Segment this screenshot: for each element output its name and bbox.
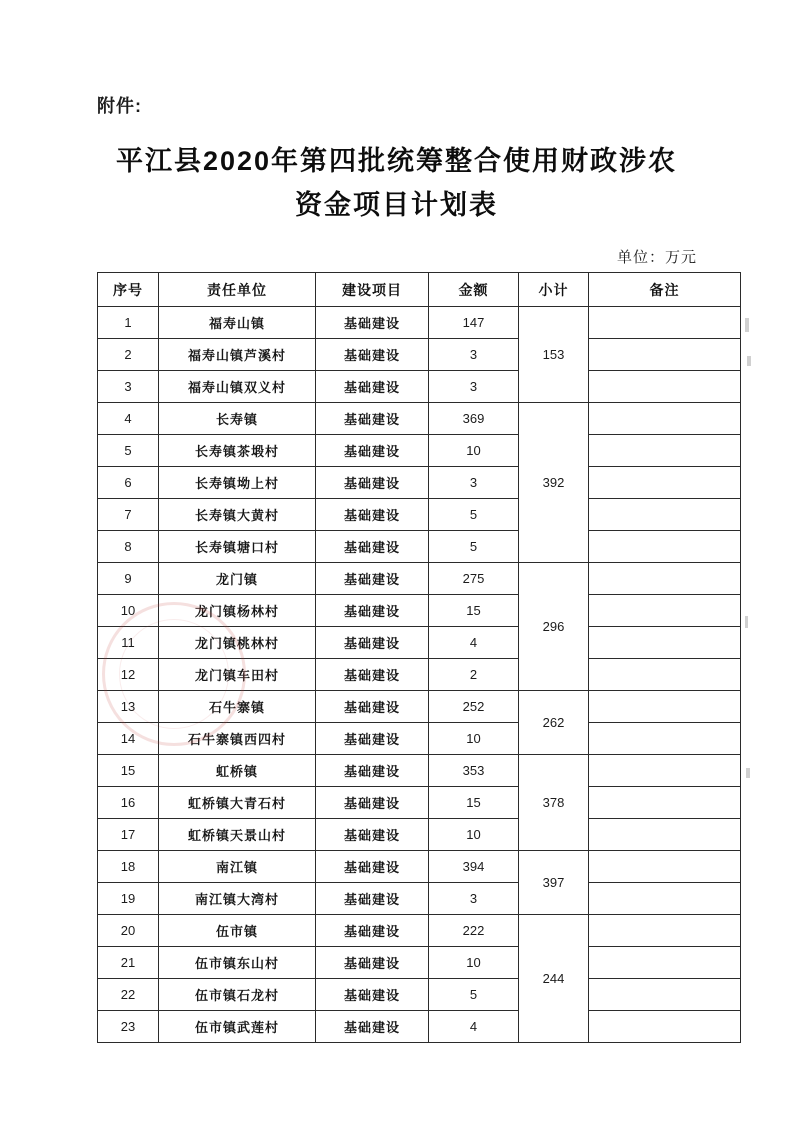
cell-unit: 长寿镇 <box>159 403 316 435</box>
cell-unit: 南江镇 <box>159 851 316 883</box>
cell-amount: 3 <box>429 339 519 371</box>
header-row <box>98 273 741 307</box>
cell-remark <box>589 691 741 723</box>
cell-remark <box>589 659 741 691</box>
cell-project: 基础建设 <box>316 563 429 595</box>
cell-project: 基础建设 <box>316 307 429 339</box>
cell-unit: 龙门镇车田村 <box>159 659 316 691</box>
cell-unit: 虹桥镇 <box>159 755 316 787</box>
cell-no: 17 <box>98 819 159 851</box>
cell-unit: 南江镇大湾村 <box>159 883 316 915</box>
header-unit: 责任单位 <box>159 273 316 307</box>
table-row <box>98 723 741 755</box>
cell-amount: 252 <box>429 691 519 723</box>
cell-no: 9 <box>98 563 159 595</box>
table-row <box>98 691 741 723</box>
cell-project: 基础建设 <box>316 851 429 883</box>
cell-amount: 15 <box>429 595 519 627</box>
table-row <box>98 947 741 979</box>
cell-project: 基础建设 <box>316 691 429 723</box>
table-row <box>98 435 741 467</box>
scan-artifact <box>746 768 750 778</box>
cell-subtotal: 378 <box>519 755 589 851</box>
cell-remark <box>589 307 741 339</box>
cell-remark <box>589 499 741 531</box>
cell-unit: 长寿镇塘口村 <box>159 531 316 563</box>
cell-no: 18 <box>98 851 159 883</box>
cell-subtotal: 244 <box>519 915 589 1043</box>
cell-amount: 3 <box>429 467 519 499</box>
cell-no: 1 <box>98 307 159 339</box>
table-row <box>98 307 741 339</box>
cell-amount: 369 <box>429 403 519 435</box>
table-row <box>98 371 741 403</box>
cell-subtotal: 153 <box>519 307 589 403</box>
cell-amount: 2 <box>429 659 519 691</box>
cell-project: 基础建设 <box>316 723 429 755</box>
document-title <box>60 140 733 227</box>
table-row <box>98 755 741 787</box>
cell-unit: 伍市镇东山村 <box>159 947 316 979</box>
document-title-line2: 资金项目计划表 <box>295 189 498 220</box>
table-row <box>98 403 741 435</box>
cell-amount: 147 <box>429 307 519 339</box>
cell-unit: 长寿镇坳上村 <box>159 467 316 499</box>
cell-unit: 龙门镇杨林村 <box>159 595 316 627</box>
cell-no: 7 <box>98 499 159 531</box>
cell-remark <box>589 723 741 755</box>
cell-no: 19 <box>98 883 159 915</box>
cell-unit: 虹桥镇大青石村 <box>159 787 316 819</box>
cell-no: 6 <box>98 467 159 499</box>
cell-project: 基础建设 <box>316 467 429 499</box>
cell-no: 10 <box>98 595 159 627</box>
cell-amount: 353 <box>429 755 519 787</box>
cell-no: 12 <box>98 659 159 691</box>
table-row <box>98 531 741 563</box>
attachment-label: 附件: <box>97 96 142 116</box>
scan-artifact <box>747 356 751 366</box>
table-row <box>98 915 741 947</box>
cell-project: 基础建设 <box>316 787 429 819</box>
cell-remark <box>589 627 741 659</box>
cell-remark <box>589 947 741 979</box>
cell-project: 基础建设 <box>316 371 429 403</box>
cell-unit: 虹桥镇天景山村 <box>159 819 316 851</box>
cell-no: 5 <box>98 435 159 467</box>
cell-project: 基础建设 <box>316 595 429 627</box>
cell-amount: 10 <box>429 435 519 467</box>
cell-project: 基础建设 <box>316 627 429 659</box>
table-row <box>98 819 741 851</box>
cell-amount: 10 <box>429 723 519 755</box>
table-body <box>98 307 741 1043</box>
cell-unit: 伍市镇武莲村 <box>159 1011 316 1043</box>
cell-remark <box>589 435 741 467</box>
cell-project: 基础建设 <box>316 979 429 1011</box>
cell-no: 14 <box>98 723 159 755</box>
cell-amount: 275 <box>429 563 519 595</box>
cell-remark <box>589 467 741 499</box>
table-row <box>98 339 741 371</box>
header-amount: 金额 <box>429 273 519 307</box>
funds-table <box>97 272 741 1043</box>
cell-unit: 福寿山镇 <box>159 307 316 339</box>
cell-amount: 5 <box>429 531 519 563</box>
cell-project: 基础建设 <box>316 403 429 435</box>
cell-project: 基础建设 <box>316 659 429 691</box>
table-row <box>98 627 741 659</box>
cell-no: 21 <box>98 947 159 979</box>
header-no: 序号 <box>98 273 159 307</box>
cell-subtotal: 392 <box>519 403 589 563</box>
table-row <box>98 787 741 819</box>
table-row <box>98 659 741 691</box>
cell-unit: 石牛寨镇 <box>159 691 316 723</box>
cell-remark <box>589 371 741 403</box>
header-subtotal: 小计 <box>519 273 589 307</box>
cell-amount: 222 <box>429 915 519 947</box>
cell-amount: 10 <box>429 819 519 851</box>
cell-no: 11 <box>98 627 159 659</box>
cell-remark <box>589 915 741 947</box>
table-row <box>98 851 741 883</box>
cell-no: 3 <box>98 371 159 403</box>
cell-remark <box>589 979 741 1011</box>
cell-unit: 福寿山镇双义村 <box>159 371 316 403</box>
cell-no: 4 <box>98 403 159 435</box>
cell-no: 16 <box>98 787 159 819</box>
cell-unit: 长寿镇大黄村 <box>159 499 316 531</box>
cell-unit: 长寿镇茶塅村 <box>159 435 316 467</box>
cell-no: 23 <box>98 1011 159 1043</box>
cell-unit: 石牛寨镇西四村 <box>159 723 316 755</box>
document-title-line1: 平江县2020年第四批统筹整合使用财政涉农 <box>115 146 678 176</box>
table-row <box>98 595 741 627</box>
cell-project: 基础建设 <box>316 339 429 371</box>
cell-subtotal: 397 <box>519 851 589 915</box>
unit-label: 单位：万元 <box>616 249 697 266</box>
cell-amount: 3 <box>429 883 519 915</box>
cell-project: 基础建设 <box>316 819 429 851</box>
cell-project: 基础建设 <box>316 915 429 947</box>
cell-unit: 龙门镇 <box>159 563 316 595</box>
cell-amount: 5 <box>429 979 519 1011</box>
cell-project: 基础建设 <box>316 531 429 563</box>
cell-remark <box>589 403 741 435</box>
cell-no: 8 <box>98 531 159 563</box>
table-row <box>98 883 741 915</box>
cell-remark <box>589 819 741 851</box>
table-row <box>98 467 741 499</box>
cell-unit: 龙门镇桃林村 <box>159 627 316 659</box>
cell-remark <box>589 851 741 883</box>
cell-unit: 伍市镇 <box>159 915 316 947</box>
table-row <box>98 1011 741 1043</box>
cell-amount: 4 <box>429 627 519 659</box>
table-header <box>98 273 741 307</box>
cell-no: 13 <box>98 691 159 723</box>
header-project: 建设项目 <box>316 273 429 307</box>
table-row <box>98 563 741 595</box>
table-row <box>98 979 741 1011</box>
cell-project: 基础建设 <box>316 755 429 787</box>
cell-project: 基础建设 <box>316 499 429 531</box>
cell-no: 20 <box>98 915 159 947</box>
cell-subtotal: 296 <box>519 563 589 691</box>
cell-remark <box>589 787 741 819</box>
cell-no: 15 <box>98 755 159 787</box>
header-remark: 备注 <box>589 273 741 307</box>
scan-artifact <box>745 616 748 628</box>
cell-project: 基础建设 <box>316 1011 429 1043</box>
cell-amount: 394 <box>429 851 519 883</box>
cell-no: 22 <box>98 979 159 1011</box>
cell-remark <box>589 883 741 915</box>
cell-remark <box>589 339 741 371</box>
table-row <box>98 499 741 531</box>
cell-remark <box>589 531 741 563</box>
cell-project: 基础建设 <box>316 435 429 467</box>
cell-amount: 5 <box>429 499 519 531</box>
scan-artifact <box>745 318 749 332</box>
cell-unit: 福寿山镇芦溪村 <box>159 339 316 371</box>
cell-amount: 10 <box>429 947 519 979</box>
cell-amount: 3 <box>429 371 519 403</box>
cell-amount: 4 <box>429 1011 519 1043</box>
cell-project: 基础建设 <box>316 883 429 915</box>
cell-subtotal: 262 <box>519 691 589 755</box>
cell-remark <box>589 1011 741 1043</box>
cell-project: 基础建设 <box>316 947 429 979</box>
cell-remark <box>589 563 741 595</box>
cell-amount: 15 <box>429 787 519 819</box>
cell-unit: 伍市镇石龙村 <box>159 979 316 1011</box>
cell-no: 2 <box>98 339 159 371</box>
cell-remark <box>589 595 741 627</box>
cell-remark <box>589 755 741 787</box>
